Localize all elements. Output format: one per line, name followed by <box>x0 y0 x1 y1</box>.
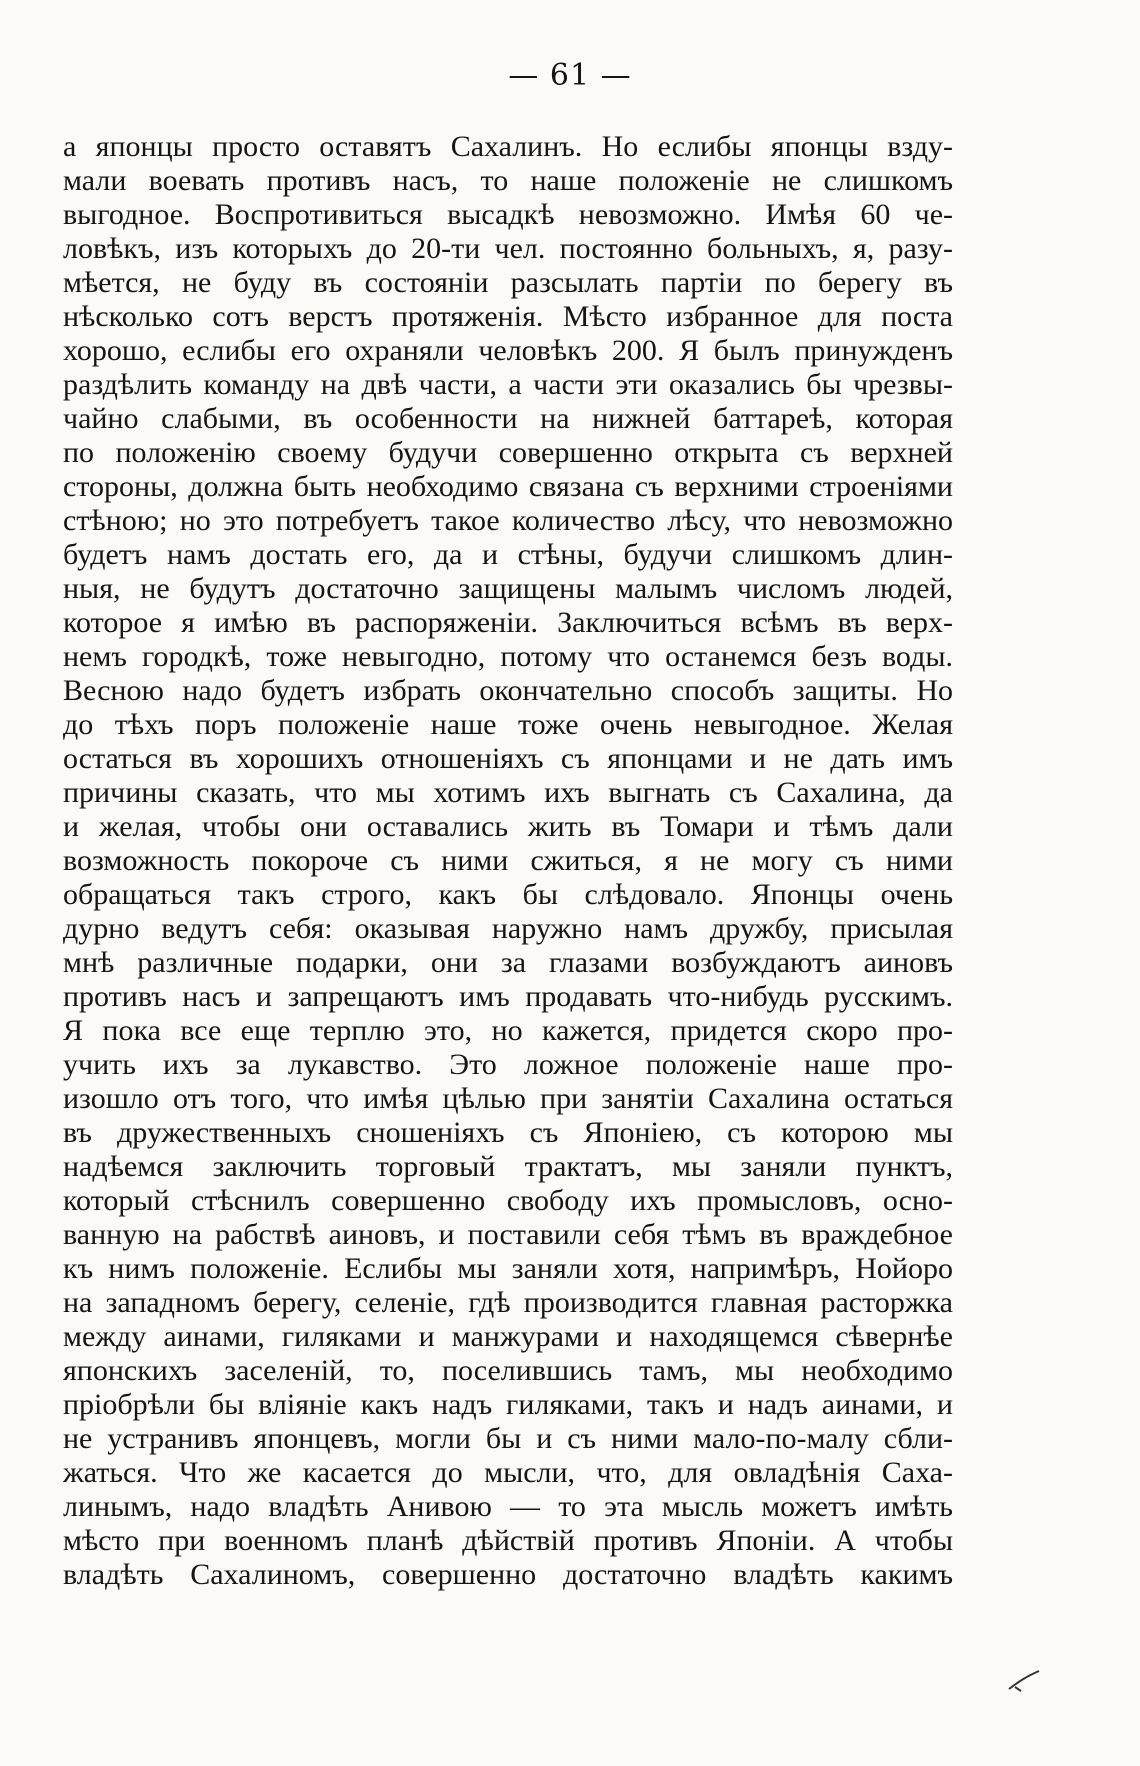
text-line: а японцы просто оставятъ Сахалинъ. Но еслибы японцы взду- <box>63 130 953 163</box>
text-line: надѣемся заключить торговый трактатъ, мы заняли пунктъ, <box>63 1150 953 1183</box>
text-line: и желая, чтобы они оставались жить въ Томари и тѣмъ дали <box>63 810 953 843</box>
text-line: будетъ намъ достать его, да и стѣны, будучи слишкомъ длин- <box>63 538 953 571</box>
text-line: на западномъ берегу, селеніе, гдѣ производится главная расторжка <box>63 1286 953 1319</box>
text-line: мѣется, не буду въ состояніи разсылать партіи по берегу въ <box>63 266 953 299</box>
text-line: причины сказать, что мы хотимъ ихъ выгнать съ Сахалина, да <box>63 776 953 809</box>
text-line: мѣсто при военномъ планѣ дѣйствій противъ Японіи. А чтобы <box>63 1524 953 1557</box>
pen-mark-icon <box>1005 1665 1045 1695</box>
text-line: немъ городкѣ, тоже невыгодно, потому что останемся безъ воды. <box>63 640 953 673</box>
text-line: ловѣкъ, изъ которыхъ до 20-ти чел. постоянно больныхъ, я, разу- <box>63 232 953 265</box>
text-line: владѣть Сахалиномъ, совершенно достаточно владѣть какимъ <box>63 1558 953 1591</box>
text-line: выгодное. Воспротивиться высадкѣ невозможно. Имѣя 60 че- <box>63 198 953 231</box>
text-line: противъ насъ и запрещаютъ имъ продавать что-нибудь русскимъ. <box>63 980 953 1013</box>
body-text <box>63 130 953 1592</box>
text-line: хорошо, еслибы его охраняли человѣкъ 200. Я былъ принужденъ <box>63 334 953 367</box>
text-line: учить ихъ за лукавство. Это ложное положеніе наше про- <box>63 1048 953 1081</box>
text-line: линымъ, надо владѣть Анивою — то эта мысль можетъ имѣть <box>63 1490 953 1523</box>
text-line: Я пока все еще терплю это, но кажется, придется скоро про- <box>63 1014 953 1047</box>
text-line: въ дружественныхъ сношеніяхъ съ Японіею, съ которою мы <box>63 1116 953 1149</box>
text-line: ныя, не будутъ достаточно защищены малымъ числомъ людей, <box>63 572 953 605</box>
text-line: чайно слабыми, въ особенности на нижней баттареѣ, которая <box>63 402 953 435</box>
text-line: дурно ведутъ себя: оказывая наружно намъ дружбу, присылая <box>63 912 953 945</box>
text-line: раздѣлить команду на двѣ части, а части эти оказались бы чрезвы- <box>63 368 953 401</box>
text-line: между аинами, гиляками и манжурами и находящемся сѣвернѣе <box>63 1320 953 1353</box>
text-line: до тѣхъ поръ положеніе наше тоже очень невыгодное. Желая <box>63 708 953 741</box>
text-line: стороны, должна быть необходимо связана съ верхними строеніями <box>63 470 953 503</box>
text-line: мнѣ различные подарки, они за глазами возбуждаютъ аиновъ <box>63 946 953 979</box>
text-line: которое я имѣю въ распоряженіи. Заключиться всѣмъ въ верх- <box>63 606 953 639</box>
text-line: изошло отъ того, что имѣя цѣлью при занятіи Сахалина остаться <box>63 1082 953 1115</box>
text-line: по положенію своему будучи совершенно открыта съ верхней <box>63 436 953 469</box>
text-line: къ нимъ положеніе. Еслибы мы заняли хотя, напримѣръ, Нойоро <box>63 1252 953 1285</box>
text-line: обращаться такъ строго, какъ бы слѣдовало. Японцы очень <box>63 878 953 911</box>
text-line: остаться въ хорошихъ отношеніяхъ съ японцами и не дать имъ <box>63 742 953 775</box>
text-line: возможность покороче съ ними сжиться, я не могу съ ними <box>63 844 953 877</box>
text-line: стѣною; но это потребуетъ такое количество лѣсу, что невозможно <box>63 504 953 537</box>
text-line: который стѣснилъ совершенно свободу ихъ промысловъ, осно- <box>63 1184 953 1217</box>
page-number: — 61 — <box>508 58 632 93</box>
text-line: ванную на рабствѣ аиновъ, и поставили себя тѣмъ въ враждебное <box>63 1218 953 1251</box>
text-line: японскихъ заселеній, то, поселившись тамъ, мы необходимо <box>63 1354 953 1387</box>
text-line: мали воевать противъ насъ, то наше положеніе не слишкомъ <box>63 164 953 197</box>
text-line: жаться. Что же касается до мысли, что, для овладѣнія Саха- <box>63 1456 953 1489</box>
text-line: не устранивъ японцевъ, могли бы и съ ними мало-по-малу сбли- <box>63 1422 953 1455</box>
text-line: Весною надо будетъ избрать окончательно способъ защиты. Но <box>63 674 953 707</box>
text-line: пріобрѣли бы вліяніе какъ надъ гиляками, такъ и надъ аинами, и <box>63 1388 953 1421</box>
text-line: нѣсколько сотъ верстъ протяженія. Мѣсто избранное для поста <box>63 300 953 333</box>
